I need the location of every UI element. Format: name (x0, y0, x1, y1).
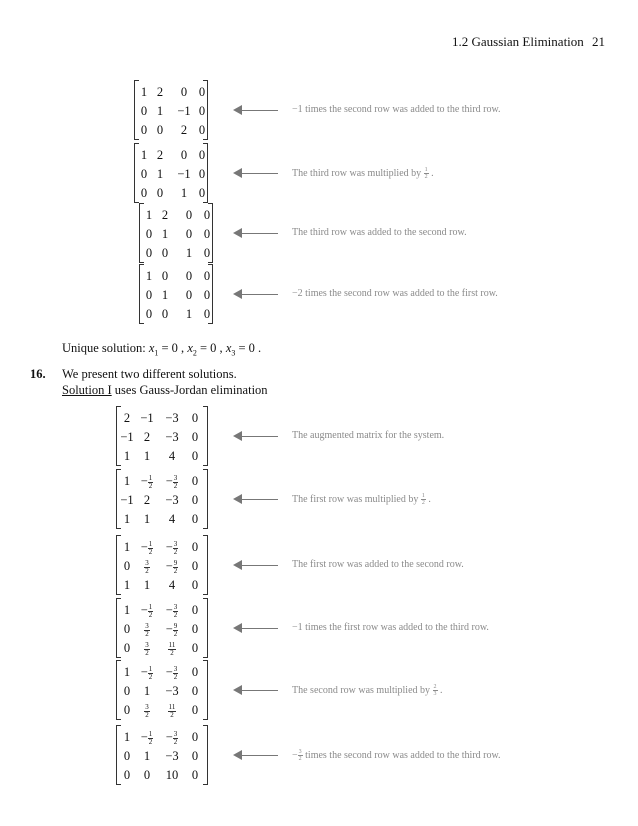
matrix-cell: 0 (123, 749, 131, 763)
bottom-matrix-4 (116, 598, 208, 658)
matrix-cell: 1 (143, 578, 151, 592)
matrix-cell: 1 (123, 540, 131, 554)
matrix-cell: 0 (191, 703, 199, 717)
arrow-head (233, 105, 242, 115)
matrix-cell: 2 (156, 148, 164, 162)
matrix-cell: 0 (185, 208, 193, 222)
matrix-cell: − $\frac{1}{2}$ (140, 729, 153, 746)
left-arrow-icon (233, 289, 278, 299)
matrix-cell: 10 (165, 768, 179, 782)
matrix-cell: − $\frac{1}{2}$ (140, 539, 153, 556)
matrix-cell: 4 (168, 449, 176, 463)
matrix-cell: 1 (156, 104, 164, 118)
matrix-cell: 0 (161, 246, 169, 260)
matrix-cell: 0 (191, 512, 199, 526)
matrix-cell: − $\frac{3}{2}$ (165, 664, 178, 681)
matrix-cell: − $\frac{1}{2}$ (140, 602, 153, 619)
arrow-head (233, 623, 242, 633)
matrix-cell: 0 (145, 227, 153, 241)
arrow-shaft (241, 690, 278, 691)
matrix-cell: $\frac{3}{2}$ (145, 702, 149, 719)
running-header-title: 1.2 Gaussian Elimination (452, 34, 584, 49)
matrix-cell: − $\frac{3}{2}$ (165, 539, 178, 556)
arrow-shaft (241, 565, 278, 566)
matrix-cell: 1 (123, 578, 131, 592)
left-arrow-icon (233, 685, 278, 695)
matrix-cell: −1 (177, 104, 191, 118)
matrix-cell: 1 (123, 603, 131, 617)
matrix-cell: 2 (123, 411, 131, 425)
matrix-cell: 0 (198, 167, 206, 181)
solution-label: Solution I (62, 383, 112, 397)
matrix-cell: 1 (143, 684, 151, 698)
matrix-cell: 0 (203, 307, 211, 321)
top-step-note-2: The third row was multiplied by $\frac{1}{2}$ . (292, 167, 434, 180)
matrix-cell: 0 (191, 622, 199, 636)
matrix-cell: 0 (161, 269, 169, 283)
solution-heading (62, 383, 268, 398)
matrix-cell: 0 (185, 269, 193, 283)
matrix-cell: − $\frac{3}{2}$ (165, 729, 178, 746)
matrix-cell: 0 (180, 85, 188, 99)
matrix-cell: 0 (123, 559, 131, 573)
arrow-head (233, 289, 242, 299)
matrix-cell: 1 (143, 512, 151, 526)
matrix-cell: 0 (191, 411, 199, 425)
matrix-cell: − $\frac{3}{2}$ (165, 473, 178, 490)
matrix-cell: 1 (185, 307, 193, 321)
arrow-head (233, 431, 242, 441)
arrow-head (233, 228, 242, 238)
unique-solution-label: Unique solution: (62, 341, 149, 355)
matrix-cell: 0 (123, 703, 131, 717)
problem-intro: We present two different solutions. (62, 367, 237, 381)
matrix-cell: 0 (191, 749, 199, 763)
matrix-cell: 0 (140, 123, 148, 137)
arrow-head (233, 560, 242, 570)
matrix-cell: 2 (143, 430, 151, 444)
arrow-shaft (241, 755, 278, 756)
bottom-matrix-5 (116, 660, 208, 720)
matrix-cell: 2 (143, 493, 151, 507)
matrix-cell: 0 (123, 622, 131, 636)
matrix-cell: 1 (123, 449, 131, 463)
matrix-cell: 0 (123, 684, 131, 698)
bottom-step-note-6: − $\frac{3}{2}$ times the second row was added to the third row. (292, 749, 501, 762)
matrix-cell: 1 (143, 749, 151, 763)
matrix-cell: 0 (123, 768, 131, 782)
matrix-cell: −3 (165, 411, 179, 425)
matrix-cell: 0 (191, 603, 199, 617)
matrix-cell: 1 (180, 186, 188, 200)
bottom-matrix-3 (116, 535, 208, 595)
arrow-shaft (241, 436, 278, 437)
arrow-shaft (241, 294, 278, 295)
top-step-note-3: The third row was added to the second row. (292, 227, 467, 238)
arrow-head (233, 494, 242, 504)
arrow-head (233, 750, 242, 760)
left-arrow-icon (233, 560, 278, 570)
matrix-cell: 0 (203, 288, 211, 302)
matrix-cell: 0 (185, 227, 193, 241)
matrix-cell: 0 (161, 307, 169, 321)
matrix-cell: 0 (203, 208, 211, 222)
bottom-step-note-3: The first row was added to the second row. (292, 559, 464, 570)
top-matrix-4 (139, 264, 213, 324)
matrix-cell: − $\frac{9}{2}$ (165, 558, 178, 575)
matrix-cell: 0 (198, 123, 206, 137)
matrix-cell: 1 (140, 85, 148, 99)
matrix-cell: 1 (161, 288, 169, 302)
matrix-cell: 1 (145, 208, 153, 222)
matrix-cell: $\frac{11}{2}$ (168, 640, 176, 657)
matrix-cell: 2 (156, 85, 164, 99)
top-step-note-4: −2 times the second row was added to the first row. (292, 288, 498, 299)
matrix-cell: −1 (120, 493, 134, 507)
arrow-head (233, 168, 242, 178)
matrix-cell: 0 (156, 123, 164, 137)
bottom-matrix-6 (116, 725, 208, 785)
solution-description: uses Gauss-Jordan elimination (111, 383, 268, 397)
bottom-step-note-4: −1 times the first row was added to the third row. (292, 622, 489, 633)
matrix-cell: 0 (198, 186, 206, 200)
matrix-cell: 0 (140, 186, 148, 200)
matrix-cell: 0 (191, 578, 199, 592)
matrix-cell: 0 (191, 540, 199, 554)
matrix-cell: − $\frac{9}{2}$ (165, 621, 178, 638)
matrix-cell: −3 (165, 430, 179, 444)
matrix-cell: 1 (145, 269, 153, 283)
unique-solution-line: Unique solution: $x_1 = 0$ , $x_2 = 0$ , $x_3 = 0$ . (62, 341, 262, 358)
matrix-cell: 0 (140, 104, 148, 118)
bottom-matrix-2 (116, 469, 208, 529)
matrix-cell: 0 (123, 641, 131, 655)
top-matrix-1 (134, 80, 208, 140)
matrix-cell: − $\frac{1}{2}$ (140, 473, 153, 490)
matrix-cell: 1 (161, 227, 169, 241)
matrix-cell: 0 (145, 246, 153, 260)
matrix-cell: 2 (161, 208, 169, 222)
top-step-note-1: −1 times the second row was added to the third row. (292, 104, 501, 115)
matrix-cell: $\frac{11}{2}$ (168, 702, 176, 719)
matrix-cell: −3 (165, 749, 179, 763)
matrix-cell: 0 (203, 246, 211, 260)
matrix-cell: 1 (143, 449, 151, 463)
matrix-cell: 0 (191, 641, 199, 655)
matrix-cell: −1 (140, 411, 154, 425)
left-arrow-icon (233, 228, 278, 238)
matrix-cell: 0 (191, 665, 199, 679)
matrix-cell: 0 (203, 269, 211, 283)
matrix-cell: 0 (180, 148, 188, 162)
bottom-step-note-5: The second row was multiplied by $\frac{2}{3}$ . (292, 684, 443, 697)
matrix-cell: −1 (120, 430, 134, 444)
matrix-cell: 1 (156, 167, 164, 181)
bottom-matrix-1 (116, 406, 208, 466)
matrix-cell: 1 (123, 512, 131, 526)
problem-number: 16. (30, 367, 46, 381)
matrix-cell: 0 (191, 493, 199, 507)
top-matrix-3 (139, 203, 213, 263)
matrix-cell: 0 (145, 288, 153, 302)
arrow-shaft (241, 628, 278, 629)
matrix-cell: 1 (140, 148, 148, 162)
matrix-cell: 0 (191, 559, 199, 573)
left-arrow-icon (233, 431, 278, 441)
matrix-cell: $\frac{3}{2}$ (145, 558, 149, 575)
top-matrix-2 (134, 143, 208, 203)
matrix-cell: −3 (165, 684, 179, 698)
matrix-cell: 0 (191, 768, 199, 782)
matrix-cell: 1 (123, 730, 131, 744)
matrix-cell: 0 (145, 307, 153, 321)
matrix-cell: $\frac{3}{2}$ (145, 640, 149, 657)
left-arrow-icon (233, 105, 278, 115)
matrix-cell: 1 (123, 665, 131, 679)
matrix-cell: 0 (198, 104, 206, 118)
matrix-cell: 0 (191, 730, 199, 744)
matrix-cell: −1 (177, 167, 191, 181)
matrix-cell: 0 (156, 186, 164, 200)
matrix-cell: 1 (123, 474, 131, 488)
left-arrow-icon (233, 750, 278, 760)
matrix-cell: 1 (185, 246, 193, 260)
arrow-shaft (241, 499, 278, 500)
matrix-cell: $\frac{3}{2}$ (145, 621, 149, 638)
matrix-cell: 0 (191, 430, 199, 444)
matrix-cell: − $\frac{1}{2}$ (140, 664, 153, 681)
matrix-cell: 2 (180, 123, 188, 137)
arrow-shaft (241, 110, 278, 111)
bottom-step-note-2: The first row was multiplied by $\frac{1}{2}$ . (292, 493, 431, 506)
matrix-cell: 0 (143, 768, 151, 782)
page-number: 21 (592, 34, 605, 49)
arrow-shaft (241, 173, 278, 174)
matrix-cell: 0 (203, 227, 211, 241)
left-arrow-icon (233, 494, 278, 504)
matrix-cell: − $\frac{3}{2}$ (165, 602, 178, 619)
matrix-cell: 4 (168, 512, 176, 526)
matrix-cell: 0 (140, 167, 148, 181)
left-arrow-icon (233, 623, 278, 633)
matrix-cell: 0 (185, 288, 193, 302)
left-arrow-icon (233, 168, 278, 178)
matrix-cell: 0 (198, 85, 206, 99)
matrix-cell: 0 (191, 474, 199, 488)
matrix-cell: −3 (165, 493, 179, 507)
matrix-cell: 0 (191, 684, 199, 698)
matrix-cell: 0 (191, 449, 199, 463)
arrow-shaft (241, 233, 278, 234)
bottom-step-note-1: The augmented matrix for the system. (292, 430, 445, 441)
matrix-cell: 4 (168, 578, 176, 592)
arrow-head (233, 685, 242, 695)
matrix-cell: 0 (198, 148, 206, 162)
